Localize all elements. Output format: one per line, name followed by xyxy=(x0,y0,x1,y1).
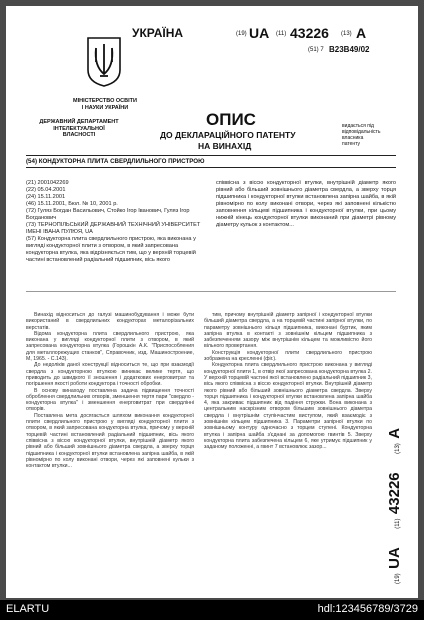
handle-id: hdl:123456789/3729 xyxy=(317,603,418,615)
bibliography-block xyxy=(26,180,202,264)
side-code-19: (19) xyxy=(395,573,401,584)
description-right-column xyxy=(204,312,372,580)
side-country: UA xyxy=(386,547,403,569)
bib-field-22: (22) 05.04.2001 xyxy=(26,187,66,193)
bib-field-46: (46) 15.11.2001, Бюл. № 10, 2001 р. xyxy=(26,201,118,207)
department-name: ДЕРЖАВНИЙ ДЕПАРТАМЕНТ ІНТЕЛЕКТУАЛЬНОЇ ВЛАСНОСТІ xyxy=(39,119,119,138)
side-code-11: (11) xyxy=(395,518,401,529)
ministry-name: МІНІСТЕРСТВО ОСВІТИ І НАУКИ УКРАЇНИ xyxy=(73,98,137,111)
country-code: UA xyxy=(249,25,270,41)
bib-field-72: (72) Гуляз Богдан Васильович, Стойко Ігор Іванович, Гуляз Ігор Богданович xyxy=(26,208,190,221)
bib-field-21: (21) 2001042269 xyxy=(26,180,69,186)
title-rule-bottom xyxy=(26,167,396,168)
description-paragraph: Кондукторна плита свердлильного пристрою виконана у вигляді кондукторної плити 1, в отвір якої запресована кондукторна втулка 2. У верхній торцевій частині якої встановлено радіальний підшипник 3, вісь якого співвісна з віссю кондукторної втулки. Внутрішній діаметр якого рівний або більший зовнішнього діаметра свердла. Зверху торця підшипника і кондукторної втулки встановлена запірна шайба 4, яка закриває підшипник від падіння стружки. Вона виконана з центральним наскрізним отвором більшим зовнішнього діаметра свердла і внутрішнім ступінчастим виступом, який взаємодіє з зовнішнім кільцем підшипника 3. Параметри запірної втулки по зовнішньому контуру одночасно з торцем ступені. Кондукторна втулка і запірна шайба з'єднані за допомогою гвинтів 5. Зверху кондукторна плита забезпечена кільцем 6, яке утримує підшипник у заданому положенні, а гвинт 7 встановлює зазор... xyxy=(204,362,372,451)
abstract-rule xyxy=(26,291,396,292)
title-rule-top xyxy=(26,155,396,156)
bib-field-73: (73) ТЕРНОПІЛЬСЬКИЙ ДЕРЖАВНИЙ ТЕХНІЧНИЙ УНІВЕРСИТЕТ ІМЕНІ ІВАНА ПУЛЮЯ, UA xyxy=(26,222,201,235)
country-name: УКРАЇНА xyxy=(132,26,184,40)
side-code-13: (13) xyxy=(395,443,401,454)
abstract-continuation: співвісна з віссю кондукторної втулки, внутрішній діаметр якого рівний або більший зовнішнього діаметра свердла, а зверху торця підшипника і кондукторної втулки встановлена запірна шайба, в якій рівномірно по колу виконані отвори, через які заповнені кількістю заповнення кільцеві підшипника і кондукторної втулки, при цьому нижній кінець кондукторної втулки виконаний при діаметрі рівному діаметру кульок з контактом... xyxy=(216,180,396,228)
viewer-status-bar xyxy=(0,600,424,620)
document-subtitle-1: ДО ДЕКЛАРАЦІЙНОГО ПАТЕНТУ xyxy=(160,130,296,140)
description-left-column xyxy=(26,312,194,580)
ukraine-emblem xyxy=(84,36,124,88)
bib-field-24: (24) 15.11.2001 xyxy=(26,194,66,200)
invention-title: (54) КОНДУКТОРНА ПЛИТА СВЕРДЛИЛЬНОГО ПРИСТРОЮ xyxy=(26,158,205,165)
bib-field-57: (57) Кондукторна плита свердлильного пристрою, яка виконана у вигляді кондукторної плити з отвором, в який запресована кондукторна втулка, яка відрізняється тим, що у верхній торцевій частині встановлений радіальний підшипник, вісь якого xyxy=(26,236,196,263)
repository-name: ELARTU xyxy=(6,603,50,615)
document-title: ОПИС xyxy=(206,110,256,129)
side-kind: A xyxy=(386,427,403,439)
patent-number: 43226 xyxy=(290,25,329,41)
patent-page xyxy=(6,6,418,598)
document-subtitle-2: НА ВИНАХІД xyxy=(198,141,252,151)
code-11: (11) xyxy=(276,31,287,37)
code-13: (13) xyxy=(341,31,352,37)
description-paragraph: Поставлена мета досягається шляхом виконання кондукторної плити свердлильного пристрою у вигляді кондукторної плити з отвором, в який запресована кондукторна втулка, причому у верхній торцевій частині встановлений радіальний підшипник, вісь якого співвісна з віссю кондукторної втулки, внутрішній діаметр якого рівний або більший зовнішнього діаметра свердла, а зверху торця підшипника і кондукторної втулки встановлена запірна шайба, в якій рівномірно по колу виконані отвори, через які заповнені кульки з контактом втулки... xyxy=(26,412,194,470)
issuance-note: видається під відповідальність власника патенту xyxy=(342,123,381,147)
ipc-class: B23B49/02 xyxy=(329,45,370,54)
description-paragraph: Винахід відноситься до галузі машинобудування і може бути використаний в свердлильних кондукторах металорізальних верстатів. xyxy=(26,312,194,331)
kind-code: A xyxy=(356,25,367,41)
side-number: 43226 xyxy=(386,472,403,515)
description-paragraph: В основу винаходу поставлена задача підвищення точності оброблення свердлильних отворів, зменшення тертя пари "свердло - кондукторна втулка" і зменшення енерговитрат при свердлінні отворів. xyxy=(26,387,194,413)
description-paragraph: Конструкція кондукторної плити свердлильного пристрою зображена на кресленні (фіг.). xyxy=(204,349,372,363)
code-51: (51) 7 xyxy=(308,47,324,53)
description-paragraph: До недоліків даної конструкції відноситься те, що при взаємодії свердла з кондукторною втулкою виникає велике тертя, що приводить до швидкого її зношення і додаткових енерговитрат та погіршення якості роботи кондуктора і точності обробки. xyxy=(26,362,194,388)
code-19: (19) xyxy=(236,31,247,37)
description-paragraph: тим, причому внутрішній діаметр запірної і кондукторної втулки більший діаметра свердла, а на торцевій частині запірної втулки, по параметру зовнішнього кільця підшипника, виконані буртик, яким запірна втулка в контакті з зовнішнім кільцем підшипника з забезпеченням зазору між внутрішнім кільцем та можливістю його вільного провертання. xyxy=(204,312,372,350)
description-paragraph: Відома кондукторна плита свердлильного пристрою, яка виконана у вигляді кондукторної плити з отвором, в який запресована кондукторна втулка (Горошкін А.К. "Приспособления для металлорежущих станков", Справочник, изд. Машиностроение, М, 1965. - С.143). xyxy=(26,330,194,363)
